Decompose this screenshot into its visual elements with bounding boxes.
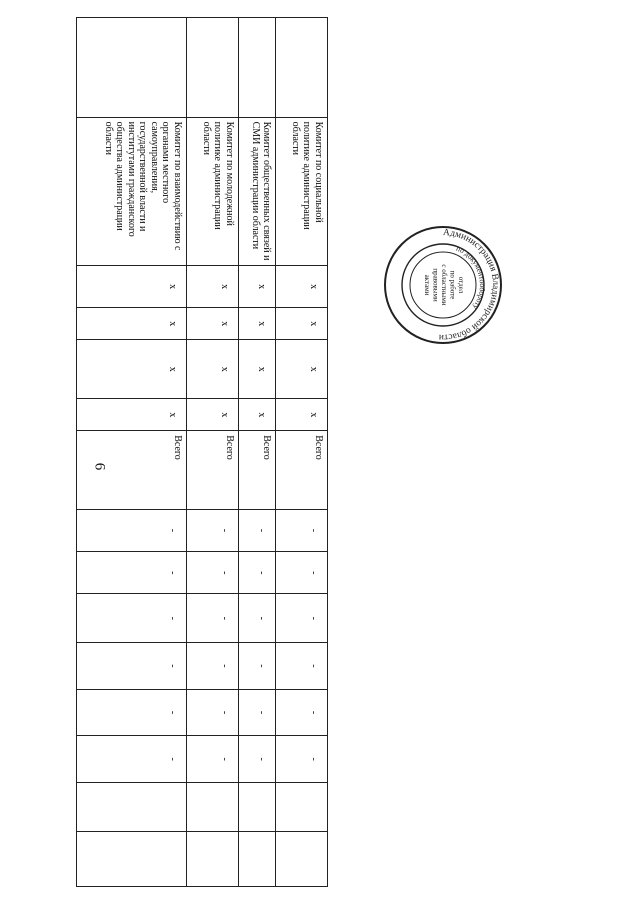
table-cell: x: [276, 308, 328, 340]
table-cell: Всего: [276, 431, 328, 509]
official-seal: [382, 224, 504, 346]
table-cell: Всего: [238, 431, 276, 509]
table-cell: [238, 783, 276, 832]
table-cell: x: [276, 340, 328, 399]
table-cell: x: [186, 340, 238, 399]
table-cell: -: [77, 689, 187, 736]
seal-text: с областными: [440, 264, 448, 306]
table-cell: Всего: [186, 431, 238, 509]
seal-text: по работе: [448, 270, 457, 300]
seal-text: отдел: [457, 276, 465, 294]
table-cell: [276, 783, 328, 832]
table-cell: -: [186, 594, 238, 643]
seal-text: правовыми: [431, 268, 440, 302]
table-cell: -: [77, 736, 187, 783]
empty-cell: [238, 18, 276, 118]
committee-name-cell: Комитет по молодежной политике администрации области: [186, 117, 238, 265]
table-cell: x: [238, 399, 276, 431]
committee-name-cell: Комитет по социальной политике администрации области: [276, 117, 328, 265]
table-cell: Всего: [77, 431, 187, 509]
table-cell: x: [238, 265, 276, 307]
table-cell: -: [276, 643, 328, 690]
table-cell: x: [186, 308, 238, 340]
table-cell: -: [238, 736, 276, 783]
table-cell: -: [238, 594, 276, 643]
table-cell: x: [77, 340, 187, 399]
table-cell: [186, 831, 238, 886]
table-cell: -: [238, 509, 276, 551]
table-cell: -: [276, 509, 328, 551]
table-cell: x: [276, 399, 328, 431]
table-cell: -: [276, 594, 328, 643]
table-cell: x: [238, 340, 276, 399]
table-cell: [238, 831, 276, 886]
seal-text: актами: [423, 274, 431, 296]
budget-table-rotated: [76, 17, 328, 887]
table-row: [238, 18, 276, 887]
table-cell: x: [77, 308, 187, 340]
empty-cell: [276, 18, 328, 118]
empty-cell: [77, 18, 187, 118]
table-cell: -: [77, 643, 187, 690]
table-cell: [186, 783, 238, 832]
table-cell: x: [186, 399, 238, 431]
table-cell: -: [276, 689, 328, 736]
table-cell: -: [238, 689, 276, 736]
table-cell: -: [186, 736, 238, 783]
table-cell: -: [276, 736, 328, 783]
table-cell: x: [77, 399, 187, 431]
table-cell: -: [77, 594, 187, 643]
table-cell: [276, 831, 328, 886]
budget-table: [76, 17, 328, 887]
table-cell: [77, 831, 187, 886]
table-cell: -: [238, 643, 276, 690]
table-cell: -: [186, 509, 238, 551]
table-cell: x: [238, 308, 276, 340]
table-row: [276, 18, 328, 887]
table-cell: -: [186, 643, 238, 690]
table-row: [186, 18, 238, 887]
table-cell: -: [276, 552, 328, 594]
table-cell: x: [77, 265, 187, 307]
committee-name-cell: Комитет по взаимодействию с органами местного самоуправления, государственной власти и институтами гражданского общества администрации области: [77, 117, 187, 265]
table-cell: x: [186, 265, 238, 307]
page-number: 6: [91, 462, 108, 471]
table-cell: -: [186, 552, 238, 594]
table-cell: -: [77, 552, 187, 594]
table-cell: -: [238, 552, 276, 594]
committee-name-cell: Комитет общественных связей и СМИ администрации области: [238, 117, 276, 265]
empty-cell: [186, 18, 238, 118]
table-cell: -: [77, 509, 187, 551]
table-cell: x: [276, 265, 328, 307]
table-cell: -: [186, 689, 238, 736]
table-row: [77, 18, 187, 887]
svg-text:по документообороту: по документообороту: [454, 243, 488, 312]
table-cell: [77, 783, 187, 832]
svg-text:Администрация Владимирской обл: Администрация Владимирской области: [438, 227, 501, 343]
